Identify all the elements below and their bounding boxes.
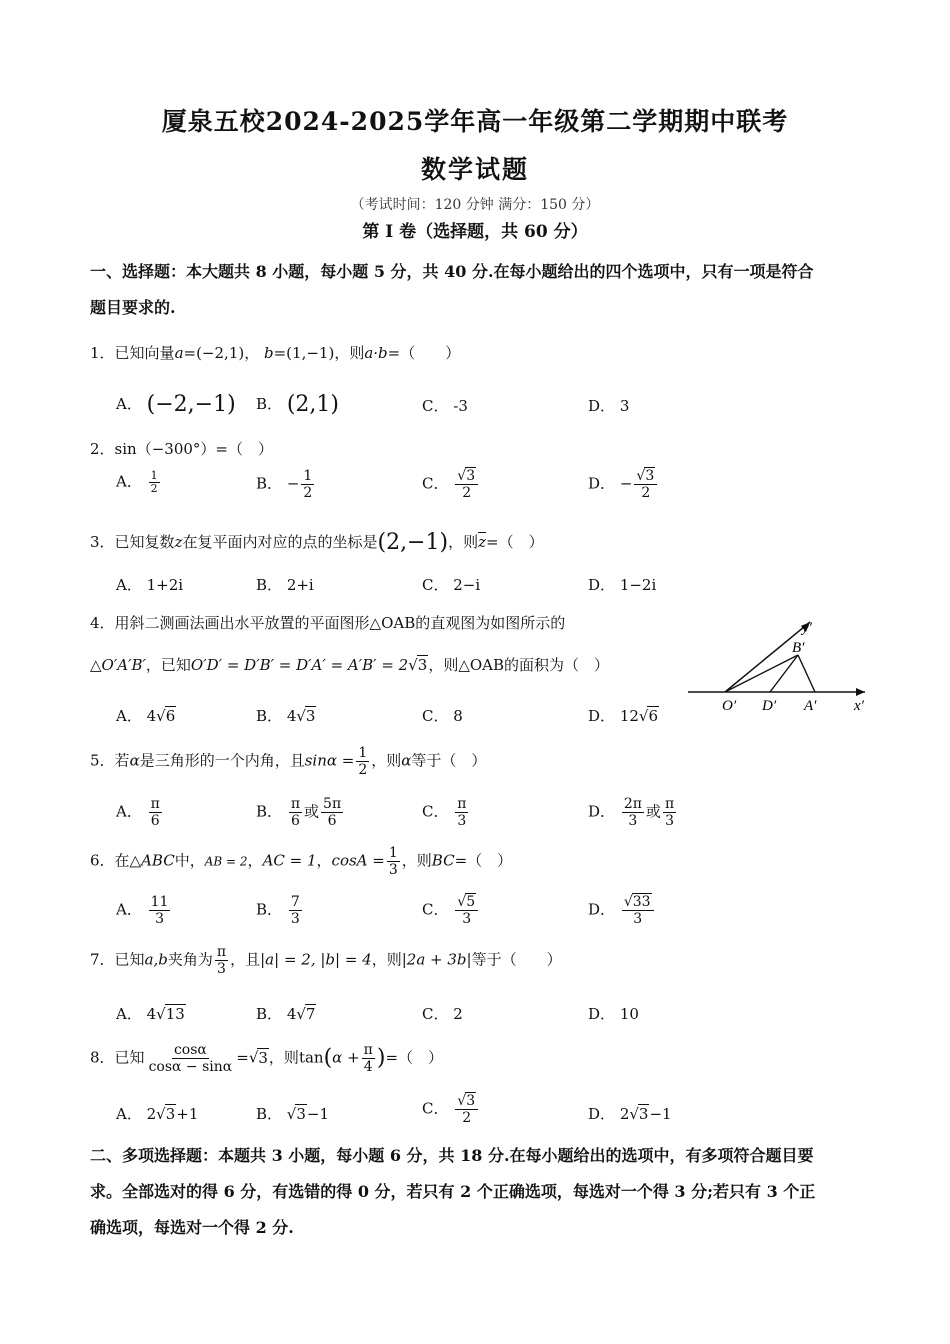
- question-4-line-1: 4．用斜二测画法画出水平放置的平面图形△OAB的直观图为如图所示的: [90, 614, 566, 632]
- q6-option-a[interactable]: A． $\frac{11}{3}$: [116, 894, 169, 927]
- q3-option-b[interactable]: B． 2+i: [256, 576, 314, 594]
- q1-option-c[interactable]: C． -3: [422, 397, 468, 415]
- q2-option-d[interactable]: D． − $\frac{√3}{2}$: [588, 468, 659, 501]
- q6-option-c[interactable]: C． $\frac{√5}{3}$: [422, 894, 480, 927]
- label-d: D′: [762, 698, 777, 714]
- q4-option-d[interactable]: D． 12√6: [588, 707, 659, 725]
- label-x: x′: [854, 698, 864, 714]
- question-1: 1．已知向量a=(−2,1)， b=(1,−1)，则a·b=（ ）: [90, 344, 461, 362]
- q6-option-b[interactable]: B． $\frac{7}{3}$: [256, 894, 300, 927]
- subject-title: 数学试题: [420, 155, 529, 184]
- q1-option-a[interactable]: A． (−2,−1): [116, 392, 236, 417]
- q8-option-b[interactable]: B． √3−1: [256, 1105, 330, 1123]
- page-title: 厦泉五校2024-2025学年高一年级第二学期期中联考: [161, 107, 789, 136]
- q7-option-c[interactable]: C． 2: [422, 1005, 463, 1023]
- label-b: B′: [792, 640, 805, 656]
- question-8: 8．已知 $\frac{\cos\alpha}{\cos\alpha - \sin\alpha}$ =√3，则tan(α + $\frac{\pi}{4}$ )=（ ）: [90, 1042, 444, 1075]
- label-o: O′: [722, 698, 737, 714]
- q8-option-d[interactable]: D． 2√3−1: [588, 1105, 672, 1123]
- q8-option-a[interactable]: A． 2√3+1: [116, 1105, 199, 1123]
- q3-option-d[interactable]: D． 1−2i: [588, 576, 657, 594]
- q7-option-b[interactable]: B． 4√7: [256, 1005, 316, 1023]
- q4-option-a[interactable]: A． 4√6: [116, 707, 176, 725]
- section-1-heading: 一、选择题：本大题共 8 小题，每小题 5 分，共 40 分.在每小题给出的四个选项中，只有一项是符合 题目要求的.: [90, 262, 814, 317]
- q1-option-b[interactable]: B． (2,1): [256, 392, 339, 417]
- question-5: 5．若α是三角形的一个内角，且sinα = $\frac{1}{2}$ ，则α等于（ ）: [90, 745, 487, 778]
- q5-option-b[interactable]: B． $\frac{\pi}{6}$ 或 $\frac{5\pi}{6}$: [256, 796, 342, 829]
- segment-bd: [770, 655, 798, 692]
- oblique-drawing-figure: [680, 612, 880, 722]
- q1-option-d[interactable]: D． 3: [588, 397, 630, 415]
- q3-option-a[interactable]: A． 1+2i: [116, 576, 184, 594]
- q4-option-b[interactable]: B． 4√3: [256, 707, 316, 725]
- section-2-heading: 二、多项选择题：本题共 3 小题，每小题 6 分，共 18 分.在每小题给出的选项中，有多项符合题目要 求。全部选对的得 6 分，有选错的得 0 分，若只有 2 个正确选项，每选对一个得 3 分;若只有 3 个正 确选项，每选对一个得 2 分.: [90, 1146, 816, 1237]
- q7-option-a[interactable]: A． 4√13: [116, 1005, 185, 1023]
- exam-info: （考试时间：120 分钟 满分：150 分）: [350, 197, 600, 213]
- question-4-line-2: △O′A′B′，已知O′D′ = D′B′ = D′A′ = A′B′ = 2√3，则△OAB的面积为（ ）: [90, 656, 610, 674]
- q5-option-c[interactable]: C． $\frac{\pi}{3}$: [422, 796, 467, 829]
- q4-option-c[interactable]: C． 8: [422, 707, 463, 725]
- q8-option-c[interactable]: C． $\frac{√3}{2}$: [422, 1093, 480, 1126]
- q2-option-b[interactable]: B． − $\frac{1}{2}$: [256, 468, 313, 501]
- q7-option-d[interactable]: D． 10: [588, 1005, 639, 1023]
- segment-ba: [798, 655, 815, 692]
- label-a: A′: [804, 698, 817, 714]
- question-2: 2．sin（−300°）=（ ）: [90, 440, 273, 458]
- x-arrow-icon: [856, 688, 865, 696]
- question-3: 3．已知复数z在复平面内对应的点的坐标是(2,−1)，则$\overline{z}=$（ ）: [90, 530, 544, 555]
- q2-option-c[interactable]: C． $\frac{√3}{2}$: [422, 468, 480, 501]
- question-7: 7．已知a,b夹角为 $\frac{\pi}{3}$ ，且|a| = 2, |b| = 4，则|2a + 3b|等于（ ）: [90, 944, 562, 977]
- question-6: 6．在△ABC中，AB = 2，AC = 1，cosA = $\frac{1}{3}$ ，则BC=（ ）: [90, 845, 513, 878]
- segment-ob: [725, 655, 798, 692]
- label-y: y′: [802, 620, 812, 636]
- volume-heading: 第 I 卷（选择题，共 60 分）: [362, 222, 588, 242]
- q3-option-c[interactable]: C． 2−i: [422, 576, 481, 594]
- q2-option-a[interactable]: A． $\frac{1}{2}$: [116, 469, 158, 495]
- q5-option-a[interactable]: A． $\frac{\pi}{6}$: [116, 796, 160, 829]
- q6-option-d[interactable]: D． $\frac{√33}{3}$: [588, 894, 656, 927]
- q5-option-d[interactable]: D． $\frac{2\pi}{3}$ 或 $\frac{\pi}{3}$: [588, 796, 675, 829]
